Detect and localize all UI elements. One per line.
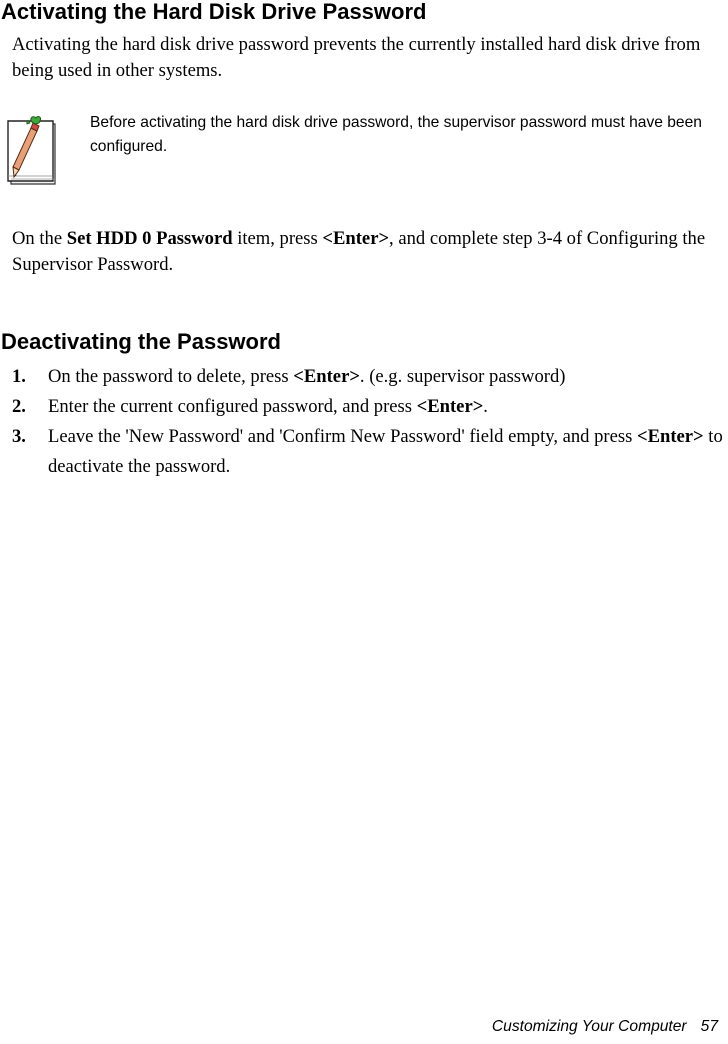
page-footer: [492, 1017, 718, 1037]
step-number: 3.: [12, 426, 26, 447]
note-text: Before activating the hard disk drive password, the supervisor password must have been configured.: [90, 114, 702, 155]
enter-key-label: <Enter>: [322, 228, 390, 249]
instruction-paragraph: On the Set HDD 0 Password item, press <Enter>, and complete step 3-4 of Configuring the Supervisor Password.: [12, 228, 706, 275]
step-2: [12, 392, 726, 422]
step-3: [12, 422, 726, 482]
menu-item-name: Set HDD 0 Password: [66, 228, 233, 249]
intro-paragraph: Activating the hard disk drive password prevents the currently installed hard disk drive from being used in other systems.: [12, 34, 701, 81]
step-text: Leave the 'New Password' and 'Confirm New Password' field empty, and press <Enter> to deactivate the password.: [48, 426, 723, 477]
page-number: 57: [700, 1018, 718, 1035]
section-heading-deactivating: Deactivating the Password: [1, 329, 281, 354]
section-heading-activating: Activating the Hard Disk Drive Password: [1, 0, 427, 24]
note-pencil-icon: [5, 114, 59, 186]
footer-title: Customizing Your Computer: [491, 1018, 687, 1035]
step-number: 1.: [12, 366, 26, 387]
step-text: Enter the current configured password, and press <Enter>.: [48, 396, 488, 417]
step-1: [12, 362, 726, 392]
step-text: On the password to delete, press <Enter>. (e.g. supervisor password): [48, 366, 566, 387]
step-number: 2.: [12, 396, 26, 417]
